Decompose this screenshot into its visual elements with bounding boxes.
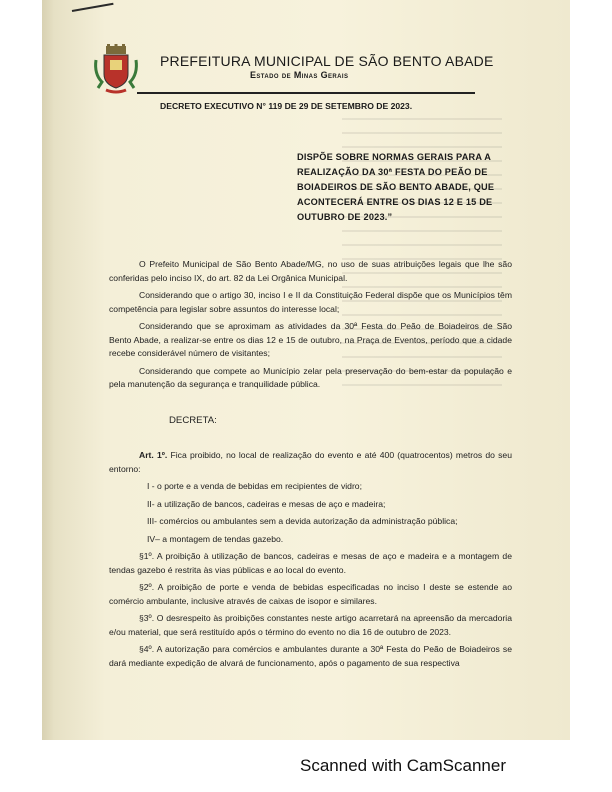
inciso-item: I - o porte e a venda de bebidas em recipientes de vidro; [147,481,362,491]
scanner-watermark: Scanned with CamScanner [300,756,507,775]
article-paragraph: §2º. A proibição de porte e venda de bebidas especificadas no inciso I deste se estende ao comércio ambulante, inclusive através de caixas de isopor e similares. [109,582,512,606]
article-paragraph: §1º. A proibição à utilização de bancos, cadeiras e mesas de aço e madeira e a montagem de tendas gazebo é restrita às vias públicas e ao local do evento. [109,551,512,575]
scanned-page [42,0,570,740]
ementa: DISPÕE SOBRE NORMAS GERAIS PARA A REALIZAÇÃO DA 30ª FESTA DO PEÃO DE BOIADEIROS DE SÃO BENTO ABADE, QUE ACONTECERÁ ENTRE OS DIAS 12 E 15 DE OUTUBRO DE 2023.” [297,152,495,222]
article-paragraph: §4º. A autorização para comércios e ambulantes durante a 30ª Festa do Peão de Boiadeiros se dará mediante expedição de alvará de funcionamento, após o pagamento de sua respectiva [109,644,512,668]
inciso-item: IV– a montagem de tendas gazebo. [147,533,284,544]
municipal-crest-icon [92,44,140,96]
pen-mark [72,3,114,12]
header-subtitle: Estado de Minas Gerais [250,70,349,80]
inciso-item: II- a utilização de bancos, cadeiras e mesas de aço e madeira; [147,498,386,509]
decreta-heading: DECRETA: [169,414,217,426]
preamble-paragraph: Considerando que compete ao Município zelar pela preservação do bem-estar da população e pela manutenção da segurança e tranquilidade pública. [109,365,512,389]
decree-body [109,258,512,674]
article-paragraph: §3º. O desrespeito às proibições constantes neste artigo acarretará na apreensão da mercadoria e/ou material, que será restituído após o término do evento no dia 16 de outubro de 2023. [109,613,512,637]
article-1-text: Fica proibido, no local de realização do evento e até 400 (quatrocentos) metros do seu entorno: [109,450,512,474]
header-divider [137,92,475,94]
decree-number: DECRETO EXECUTIVO N° 119 DE 29 DE SETEMBRO DE 2023. [160,101,413,111]
inciso-item: III- comércios ou ambulantes sem a devida autorização da administração pública; [147,516,458,526]
preamble-paragraph: Considerando que o artigo 30, inciso I e II da Constituição Federal dispõe que os Municípios têm competência para legislar sobre assuntos do interesse local; [109,290,512,314]
article-1-label: Art. 1º. [139,450,168,460]
article-1 [109,449,512,476]
preamble-paragraph: Considerando que se aproximam as atividades da 30ª Festa do Peão de Boiadeiros de São Bento Abade, a realizar-se entre os dias 12 e 15 de outubro, na Praça de Eventos, período que a cidade recebe considerável número de visitantes; [109,321,512,358]
preamble-paragraph: O Prefeito Municipal de São Bento Abade/MG, no uso de suas atribuições legais que lhe são conferidas pelo inciso IX, do art. 82 da Lei Orgânica Municipal. [109,259,512,283]
header-title: PREFEITURA MUNICIPAL DE SÃO BENTO ABADE [160,53,494,69]
